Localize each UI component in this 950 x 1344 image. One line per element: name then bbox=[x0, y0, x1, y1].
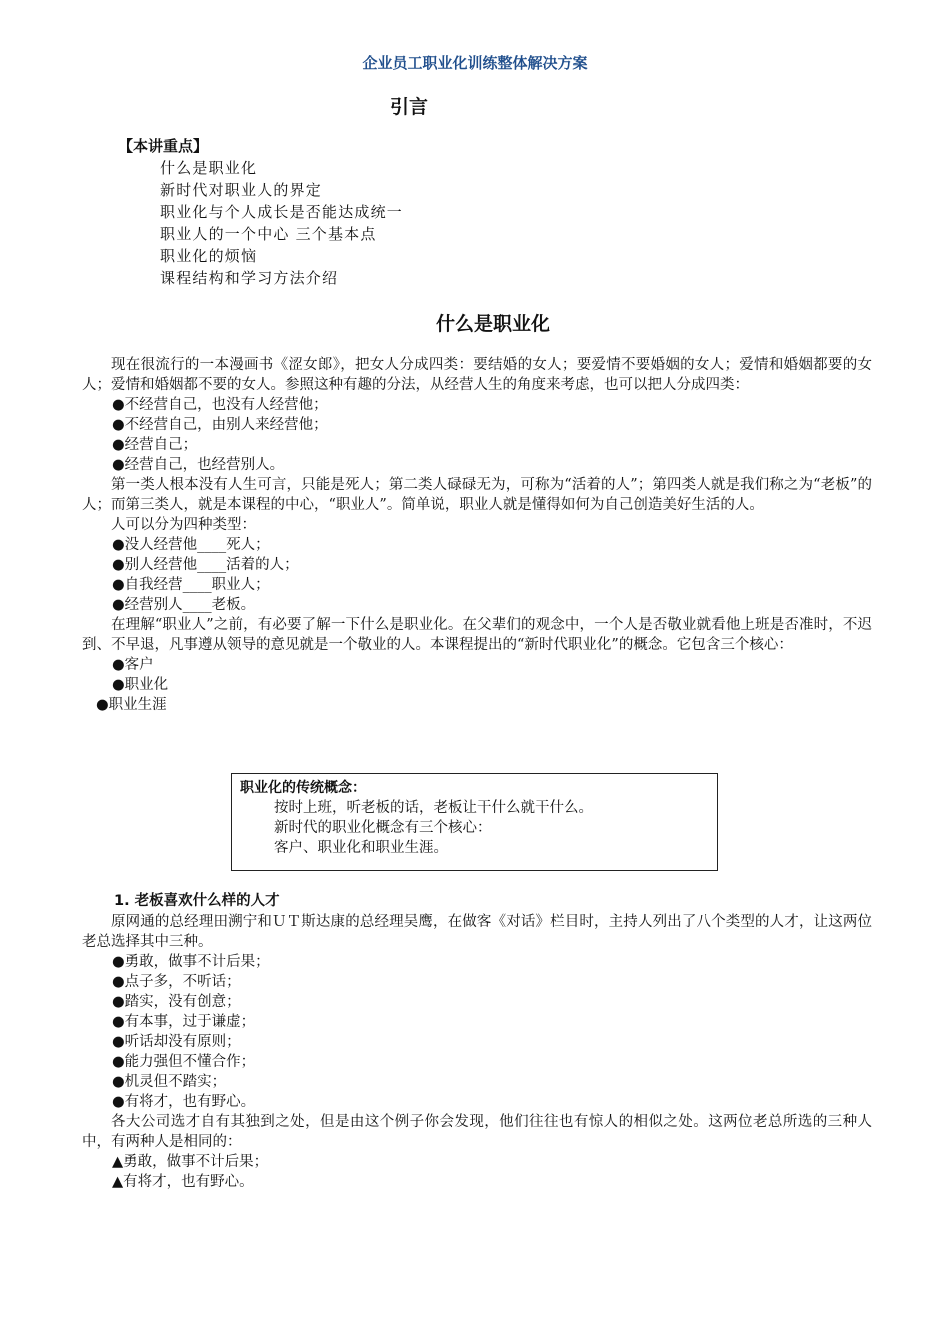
document-header: 企业员工职业化训练整体解决方案 bbox=[362, 54, 588, 72]
bullet-item: ●机灵但不踏实； bbox=[112, 1074, 227, 1090]
triangle-bullet-item: ▲勇敢，做事不计后果； bbox=[112, 1154, 269, 1170]
concept-box-line: 新时代的职业化概念有三个核心： bbox=[274, 820, 492, 836]
paragraph: 原网通的总经理田溯宁和ＵＴ斯达康的总经理吴鹰，在做客《对话》栏目时，主持人列出了八个类型的人才，让这两位老总选择其中三种。 bbox=[82, 914, 872, 950]
bullet-item: ●自我经营____职业人； bbox=[112, 577, 270, 593]
concept-box-line: 客户、职业化和职业生涯。 bbox=[274, 840, 448, 856]
bullet-item: ●踏实，没有创意； bbox=[112, 994, 241, 1010]
bullet-item: ●客户 bbox=[112, 657, 154, 673]
paragraph: 现在很流行的一本漫画书《涩女郎》，把女人分成四类：要结婚的女人；要爱情不要婚姻的女人；爱情和婚姻都要的女人；爱情和婚姻都不要的女人。参照这种有趣的分法，从经营人生的角度来考虑，也可以把人分成四类： bbox=[82, 357, 872, 393]
key-point-item: 职业化的烦恼 bbox=[160, 247, 258, 265]
section2-body bbox=[82, 890, 872, 1192]
bullet-item: ●经营自己，也经营别人。 bbox=[112, 457, 285, 473]
bullet-item: ●有本事，过于谦虚； bbox=[112, 1014, 256, 1030]
bullet-item: ●没人经营他____死人； bbox=[112, 537, 270, 553]
bullet-item: ●职业化 bbox=[112, 677, 169, 693]
key-points-list bbox=[160, 157, 403, 289]
section1-body bbox=[82, 355, 872, 715]
bullet-item: ●职业生涯 bbox=[96, 697, 167, 713]
bullet-item: ●经营别人____老板。 bbox=[112, 597, 256, 613]
paragraph: 第一类人根本没有人生可言，只能是死人；第二类人碌碌无为，可称为“活着的人”；第四类人就是我们称之为“老板”的人；而第三类人，就是本课程的中心，“职业人”。简单说，职业人就是懂得如何为自己创造美好生活的人。 bbox=[82, 477, 872, 513]
bullet-item: ●听话却没有原则； bbox=[112, 1034, 241, 1050]
section2-heading: 1. 老板喜欢什么样的人才 bbox=[114, 893, 280, 909]
bullet-item: ●有将才，也有野心。 bbox=[112, 1094, 256, 1110]
key-points-title: 【本讲重点】 bbox=[118, 137, 209, 155]
bullet-item: ●不经营自己，由别人来经营他； bbox=[112, 417, 328, 433]
key-point-item: 职业化与个人成长是否能达成统一 bbox=[160, 203, 404, 221]
bullet-item: ●不经营自己，也没有人经营他； bbox=[112, 397, 328, 413]
bullet-item: ●能力强但不懂合作； bbox=[112, 1054, 256, 1070]
bullet-item: ●别人经营他____活着的人； bbox=[112, 557, 299, 573]
key-point-item: 职业人的一个中心 三个基本点 bbox=[160, 225, 377, 243]
key-point-item: 什么是职业化 bbox=[160, 159, 258, 177]
key-point-item: 新时代对职业人的界定 bbox=[160, 181, 323, 199]
paragraph: 人可以分为四种类型： bbox=[111, 517, 256, 533]
section1-heading: 什么是职业化 bbox=[435, 313, 550, 335]
concept-box-title: 职业化的传统概念： bbox=[240, 780, 366, 796]
bullet-item: ●勇敢，做事不计后果； bbox=[112, 954, 270, 970]
concept-box-line: 按时上班，听老板的话，老板让干什么就干什么。 bbox=[274, 800, 593, 816]
intro-heading: 引言 bbox=[389, 96, 428, 118]
concept-box bbox=[231, 773, 718, 871]
bullet-item: ●经营自己； bbox=[112, 437, 198, 453]
paragraph: 各大公司选才自有其独到之处，但是由这个例子你会发现，他们往往也有惊人的相似之处。这两位老总所选的三种人中，有两种人是相同的： bbox=[82, 1114, 872, 1150]
key-point-item: 课程结构和学习方法介绍 bbox=[160, 269, 339, 287]
bullet-item: ●点子多，不听话； bbox=[112, 974, 241, 990]
paragraph: 在理解“职业人”之前，有必要了解一下什么是职业化。在父辈们的观念中，一个人是否敬业就看他上班是否准时，不迟到、不早退，凡事遵从领导的意见就是一个敬业的人。本课程提出的“新时代职业化”的概念。它包含三个核心： bbox=[82, 617, 872, 653]
triangle-bullet-item: ▲有将才，也有野心。 bbox=[112, 1174, 254, 1190]
